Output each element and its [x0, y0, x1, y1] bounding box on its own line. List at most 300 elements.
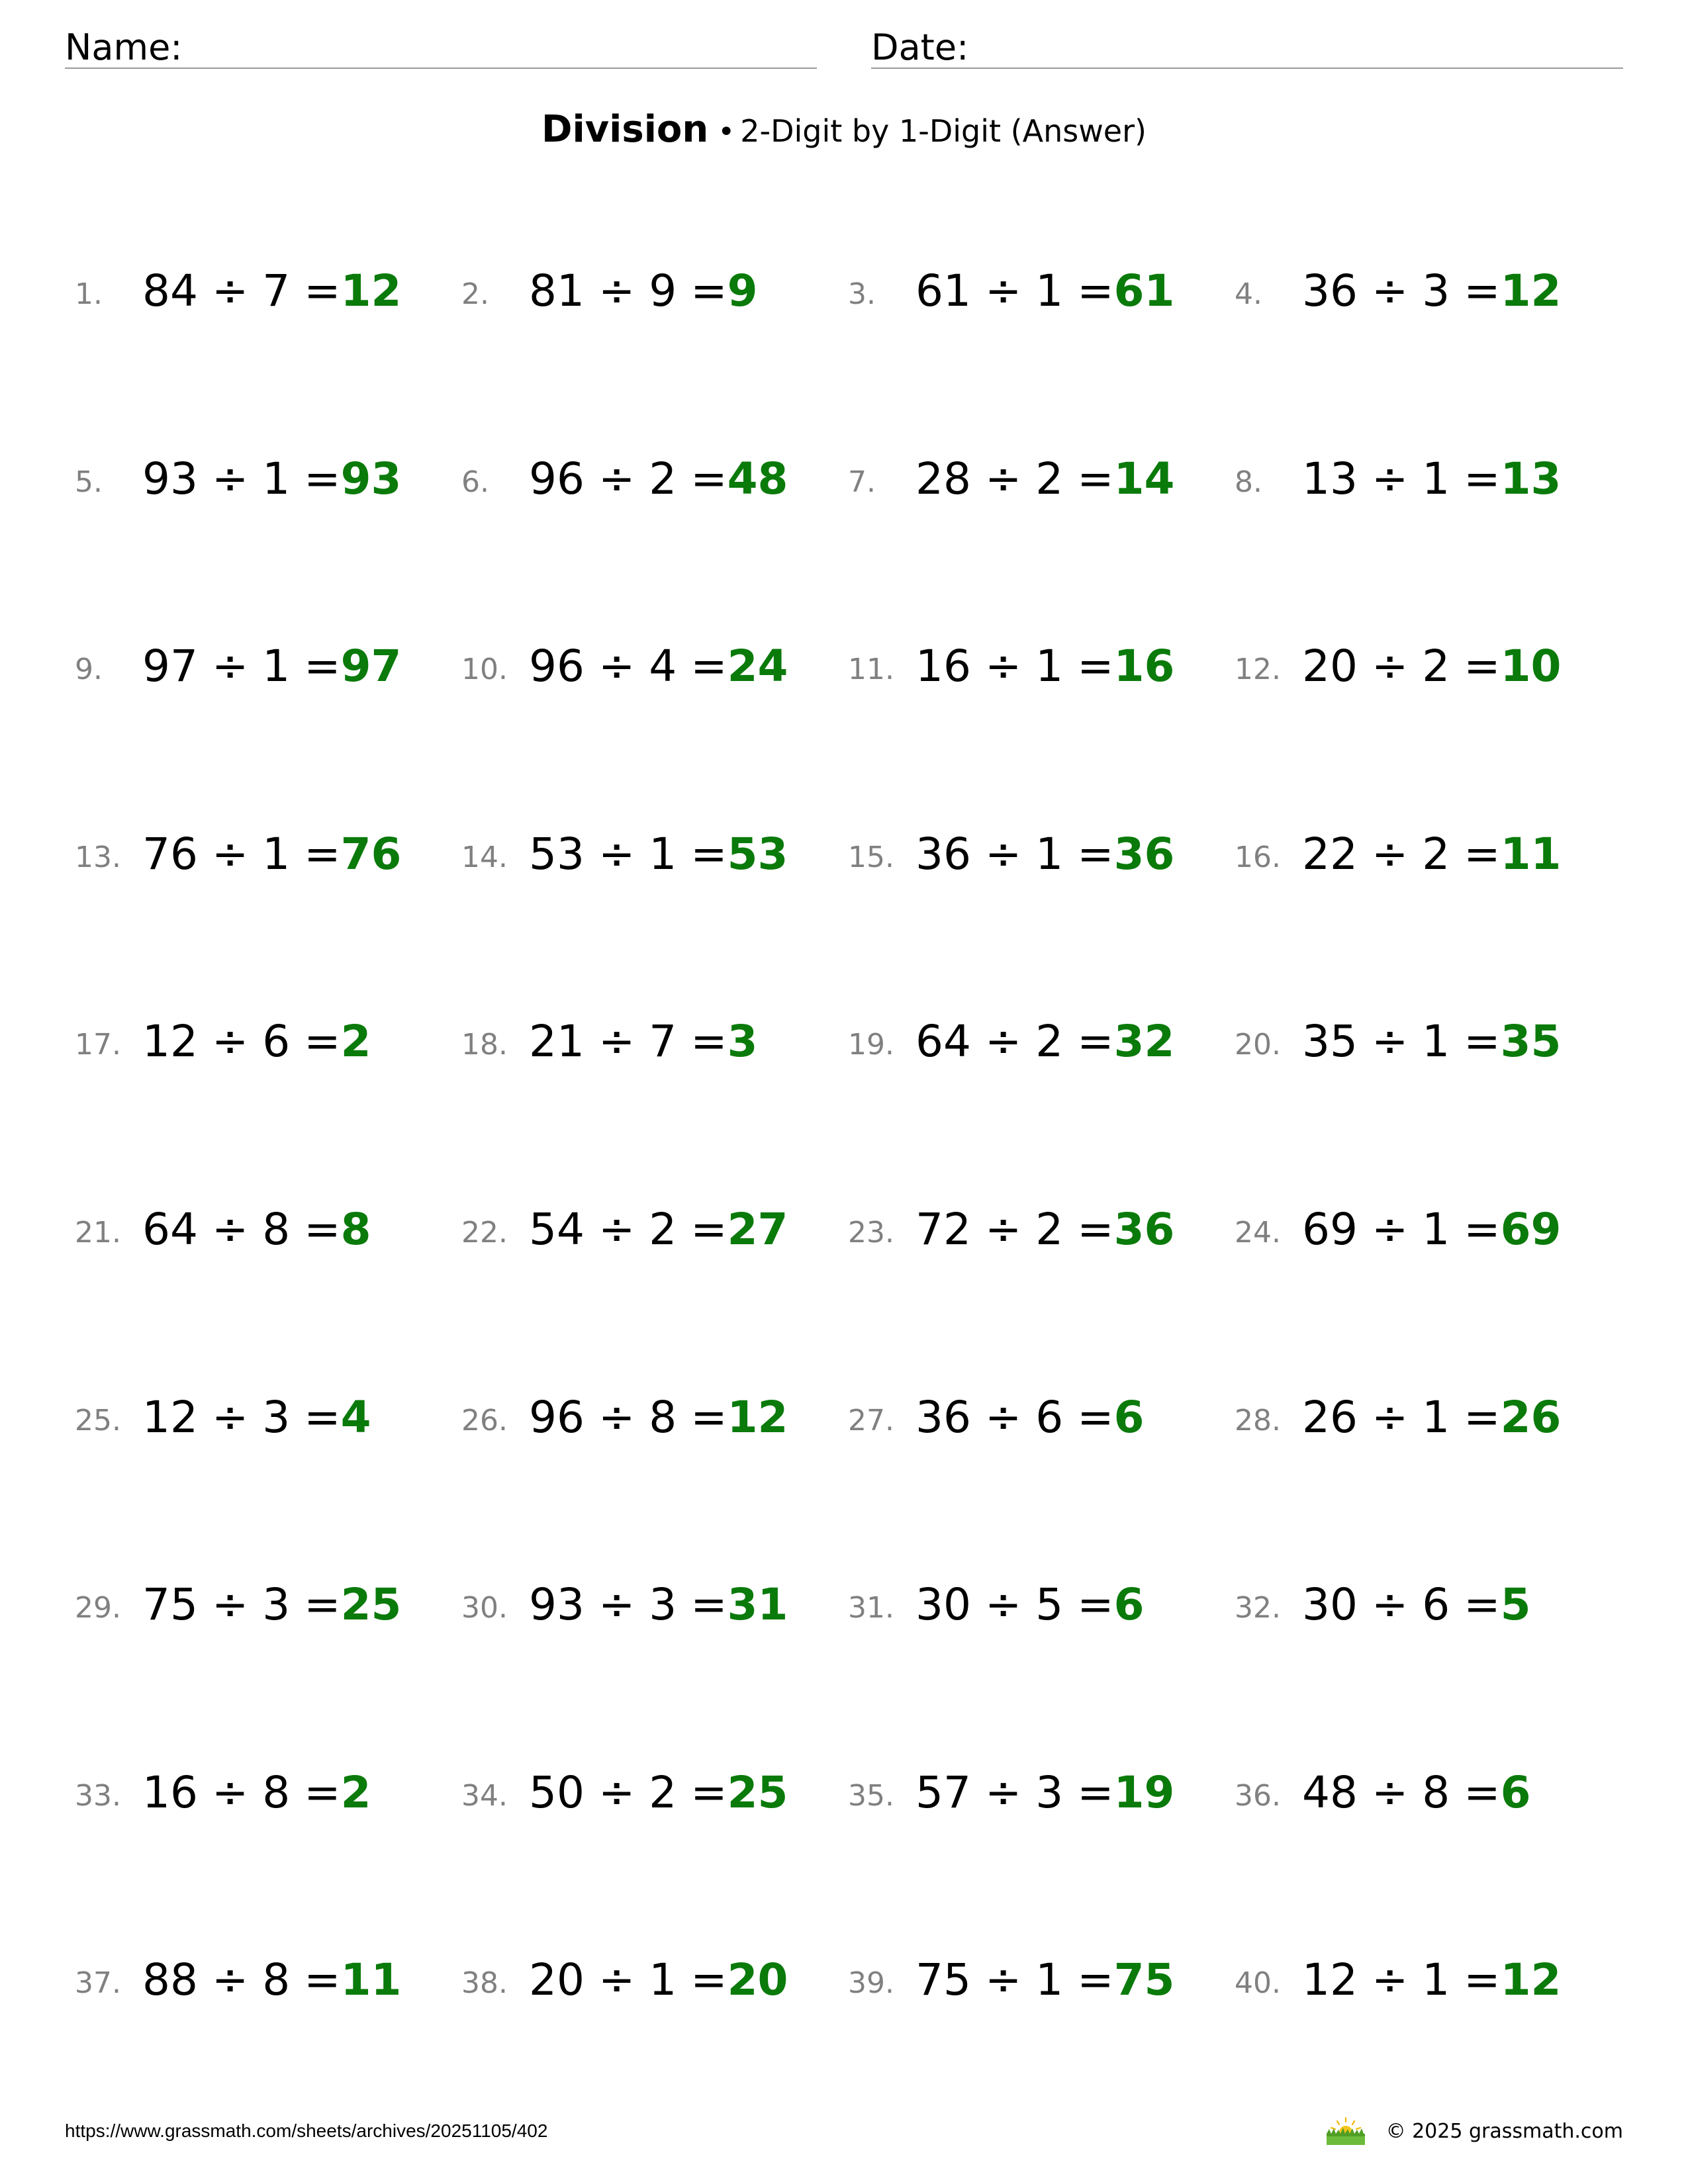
answer: 10: [1500, 641, 1562, 692]
problem-item: [848, 1012, 1219, 1071]
equals-sign: =: [1464, 641, 1501, 692]
answer: 12: [727, 1392, 788, 1443]
dividend: 36: [1302, 265, 1358, 316]
problem-expression: [529, 1012, 758, 1071]
problem-expression: [529, 261, 758, 321]
answer: 31: [727, 1579, 788, 1630]
problem-expression: [142, 1388, 371, 1447]
divide-sign: ÷: [1371, 453, 1409, 504]
problem-expression: [529, 449, 788, 509]
dividend: 16: [915, 641, 971, 692]
answer: 25: [727, 1767, 788, 1818]
problem-item: [1235, 1950, 1605, 2010]
problem-number: 24.: [1235, 1216, 1281, 1250]
answer: 9: [727, 265, 758, 316]
problem-item: [1235, 637, 1605, 696]
problem-item: [461, 1012, 832, 1071]
problem-number: 13.: [75, 841, 121, 874]
problem-item: [848, 261, 1219, 321]
divide-sign: ÷: [598, 1767, 635, 1818]
divisor: 8: [262, 1954, 291, 2005]
problem-number: 35.: [848, 1779, 894, 1813]
divisor: 2: [1035, 1016, 1064, 1067]
problem-item: [75, 825, 445, 884]
problem-number: 37.: [75, 1966, 121, 2000]
equals-sign: =: [690, 1579, 727, 1630]
problem-number: 23.: [848, 1216, 894, 1250]
equals-sign: =: [1464, 265, 1501, 316]
problem-item: [1235, 1763, 1605, 1823]
divisor: 7: [262, 265, 291, 316]
problem-expression: [1302, 1950, 1561, 2010]
problem-item: [461, 1950, 832, 2010]
problem-number: 10.: [461, 653, 508, 686]
name-field[interactable]: [65, 24, 817, 69]
problem-number: 9.: [75, 653, 103, 686]
divide-sign: ÷: [598, 1954, 635, 2005]
divisor: 6: [1035, 1392, 1064, 1443]
problem-item: [848, 1575, 1219, 1635]
problem-item: [1235, 449, 1605, 509]
problem-number: 19.: [848, 1028, 894, 1062]
answer: 35: [1500, 1016, 1562, 1067]
equals-sign: =: [304, 1016, 341, 1067]
answer: 27: [727, 1204, 788, 1255]
problem-number: 27.: [848, 1404, 894, 1437]
problem-item: [461, 261, 832, 321]
divisor: 3: [1035, 1767, 1064, 1818]
dividend: 36: [915, 1392, 971, 1443]
problem-number: 20.: [1235, 1028, 1281, 1062]
problem-item: [1235, 1200, 1605, 1259]
answer: 13: [1500, 453, 1562, 504]
divide-sign: ÷: [1371, 1204, 1409, 1255]
problem-number: 36.: [1235, 1779, 1281, 1813]
divisor: 2: [1035, 1204, 1064, 1255]
problem-item: [1235, 1012, 1605, 1071]
dividend: 64: [915, 1016, 971, 1067]
problem-number: 16.: [1235, 841, 1281, 874]
dividend: 57: [915, 1767, 971, 1818]
dividend: 20: [1302, 641, 1358, 692]
dividend: 36: [915, 829, 971, 880]
equals-sign: =: [690, 1204, 727, 1255]
divisor: 1: [1035, 1954, 1064, 2005]
equals-sign: =: [1077, 1579, 1114, 1630]
answer: 12: [1500, 265, 1562, 316]
answer: 76: [340, 829, 402, 880]
problem-item: [461, 825, 832, 884]
dividend: 12: [1302, 1954, 1358, 2005]
problem-item: [848, 449, 1219, 509]
divide-sign: ÷: [1371, 1579, 1409, 1630]
dividend: 13: [1302, 453, 1358, 504]
problem-item: [75, 1388, 445, 1447]
problem-item: [461, 1200, 832, 1259]
divisor: 1: [262, 641, 291, 692]
answer: 2: [340, 1767, 371, 1818]
divisor: 6: [262, 1016, 291, 1067]
footer-url[interactable]: https://www.grassmath.com/sheets/archives/20251105/402: [65, 2120, 548, 2141]
divisor: 1: [1035, 829, 1064, 880]
divide-sign: ÷: [984, 1954, 1022, 2005]
answer: 19: [1113, 1767, 1175, 1818]
equals-sign: =: [1077, 453, 1114, 504]
divisor: 1: [1422, 1392, 1450, 1443]
divisor: 1: [649, 1954, 677, 2005]
divide-sign: ÷: [984, 265, 1022, 316]
answer: 16: [1113, 641, 1175, 692]
problem-number: 29.: [75, 1591, 121, 1625]
dividend: 35: [1302, 1016, 1358, 1067]
dividend: 93: [142, 453, 198, 504]
footer-copyright: © 2025 grassmath.com: [1385, 2119, 1623, 2143]
answer: 2: [340, 1016, 371, 1067]
problem-item: [848, 825, 1219, 884]
problem-number: 22.: [461, 1216, 508, 1250]
problem-number: 31.: [848, 1591, 894, 1625]
answer: 24: [727, 641, 788, 692]
problem-number: 40.: [1235, 1966, 1281, 2000]
divisor: 9: [649, 265, 677, 316]
dividend: 61: [915, 265, 971, 316]
divide-sign: ÷: [211, 829, 249, 880]
problem-number: 28.: [1235, 1404, 1281, 1437]
dividend: 75: [142, 1579, 198, 1630]
equals-sign: =: [1464, 1204, 1501, 1255]
problem-item: [848, 1388, 1219, 1447]
answer: 36: [1113, 829, 1175, 880]
dividend: 64: [142, 1204, 198, 1255]
problem-expression: [1302, 1012, 1561, 1071]
answer: 32: [1113, 1016, 1175, 1067]
problem-expression: [142, 1763, 371, 1823]
problem-number: 33.: [75, 1779, 121, 1813]
dividend: 53: [529, 829, 585, 880]
problem-expression: [915, 637, 1174, 696]
divisor: 2: [1035, 453, 1064, 504]
equals-sign: =: [304, 1392, 341, 1443]
divide-sign: ÷: [1371, 1016, 1409, 1067]
problem-expression: [142, 1200, 371, 1259]
divide-sign: ÷: [984, 641, 1022, 692]
answer: 26: [1500, 1392, 1562, 1443]
problem-expression: [142, 1950, 401, 2010]
answer: 12: [340, 265, 402, 316]
divide-sign: ÷: [211, 1767, 249, 1818]
divisor: 7: [649, 1016, 677, 1067]
equals-sign: =: [690, 829, 727, 880]
divide-sign: ÷: [598, 829, 635, 880]
answer: 6: [1500, 1767, 1531, 1818]
dividend: 26: [1302, 1392, 1358, 1443]
title-subtitle: 2-Digit by 1-Digit (Answer): [740, 113, 1147, 149]
problem-number: 32.: [1235, 1591, 1281, 1625]
divide-sign: ÷: [1371, 641, 1409, 692]
dividend: 97: [142, 641, 198, 692]
answer: 11: [1500, 829, 1562, 880]
problem-number: 30.: [461, 1591, 508, 1625]
equals-sign: =: [1077, 1204, 1114, 1255]
problem-expression: [1302, 1388, 1561, 1447]
problem-number: 8.: [1235, 465, 1262, 499]
answer: 75: [1113, 1954, 1175, 2005]
dividend: 96: [529, 1392, 585, 1443]
equals-sign: =: [1077, 265, 1114, 316]
equals-sign: =: [1464, 1954, 1501, 2005]
dividend: 96: [529, 453, 585, 504]
dividend: 75: [915, 1954, 971, 2005]
problem-item: [461, 1388, 832, 1447]
equals-sign: =: [1464, 1392, 1501, 1443]
problem-number: 4.: [1235, 277, 1262, 311]
divisor: 4: [649, 641, 677, 692]
dividend: 16: [142, 1767, 198, 1818]
dividend: 81: [529, 265, 585, 316]
equals-sign: =: [304, 1204, 341, 1255]
problem-item: [848, 1200, 1219, 1259]
divide-sign: ÷: [211, 1016, 249, 1067]
problem-number: 12.: [1235, 653, 1281, 686]
dividend: 76: [142, 829, 198, 880]
equals-sign: =: [690, 453, 727, 504]
divide-sign: ÷: [598, 641, 635, 692]
date-field[interactable]: [871, 24, 1623, 69]
answer: 6: [1113, 1392, 1145, 1443]
problem-expression: [915, 449, 1174, 509]
dividend: 12: [142, 1016, 198, 1067]
answer: 25: [340, 1579, 402, 1630]
divide-sign: ÷: [984, 1579, 1022, 1630]
problem-expression: [915, 1388, 1145, 1447]
divide-sign: ÷: [598, 1016, 635, 1067]
dividend: 88: [142, 1954, 198, 2005]
divisor: 1: [262, 829, 291, 880]
divide-sign: ÷: [984, 453, 1022, 504]
divide-sign: ÷: [211, 453, 249, 504]
problem-item: [461, 637, 832, 696]
answer: 36: [1113, 1204, 1175, 1255]
dividend: 96: [529, 641, 585, 692]
problem-number: 1.: [75, 277, 103, 311]
answer: 12: [1500, 1954, 1562, 2005]
name-label: Name:: [65, 26, 183, 68]
divisor: 2: [649, 1767, 677, 1818]
problem-expression: [529, 1763, 788, 1823]
problem-number: 26.: [461, 1404, 508, 1437]
problem-expression: [529, 825, 788, 884]
problem-expression: [915, 1012, 1174, 1071]
problem-item: [461, 1763, 832, 1823]
answer: 8: [340, 1204, 371, 1255]
dividend: 72: [915, 1204, 971, 1255]
problem-expression: [529, 1388, 788, 1447]
equals-sign: =: [304, 1767, 341, 1818]
divide-sign: ÷: [598, 1392, 635, 1443]
problem-item: [75, 1200, 445, 1259]
problem-item: [1235, 825, 1605, 884]
problem-number: 3.: [848, 277, 876, 311]
divide-sign: ÷: [211, 1579, 249, 1630]
problem-item: [461, 449, 832, 509]
answer: 48: [727, 453, 788, 504]
answer: 93: [340, 453, 402, 504]
equals-sign: =: [304, 1579, 341, 1630]
answer: 4: [340, 1392, 371, 1443]
problem-number: 18.: [461, 1028, 508, 1062]
divisor: 3: [1422, 265, 1450, 316]
equals-sign: =: [304, 1954, 341, 2005]
footer-credit: [1323, 2115, 1623, 2147]
divide-sign: ÷: [211, 1392, 249, 1443]
equals-sign: =: [690, 641, 727, 692]
divisor: 3: [649, 1579, 677, 1630]
problem-item: [848, 1950, 1219, 2010]
dividend: 54: [529, 1204, 585, 1255]
problem-number: 6.: [461, 465, 489, 499]
equals-sign: =: [1464, 1016, 1501, 1067]
problem-number: 17.: [75, 1028, 121, 1062]
equals-sign: =: [690, 1954, 727, 2005]
answer: 5: [1500, 1579, 1531, 1630]
problem-expression: [915, 825, 1174, 884]
divide-sign: ÷: [1371, 1767, 1409, 1818]
problem-expression: [529, 637, 788, 696]
problem-item: [1235, 261, 1605, 321]
equals-sign: =: [1077, 1954, 1114, 2005]
dividend: 30: [1302, 1579, 1358, 1630]
problem-expression: [1302, 637, 1561, 696]
problem-expression: [1302, 1575, 1531, 1635]
dividend: 50: [529, 1767, 585, 1818]
divisor: 8: [649, 1392, 677, 1443]
divide-sign: ÷: [1371, 1954, 1409, 2005]
problem-expression: [142, 261, 401, 321]
problem-expression: [529, 1950, 788, 2010]
problem-expression: [915, 1575, 1145, 1635]
divide-sign: ÷: [984, 1204, 1022, 1255]
problem-number: 15.: [848, 841, 894, 874]
equals-sign: =: [304, 829, 341, 880]
problem-expression: [142, 1575, 401, 1635]
problem-item: [75, 1575, 445, 1635]
equals-sign: =: [304, 641, 341, 692]
problem-number: 39.: [848, 1966, 894, 2000]
divide-sign: ÷: [1371, 265, 1409, 316]
problem-item: [75, 1950, 445, 2010]
problem-expression: [529, 1575, 788, 1635]
equals-sign: =: [1464, 1579, 1501, 1630]
problem-number: 38.: [461, 1966, 508, 2000]
problem-expression: [142, 449, 401, 509]
problem-expression: [1302, 1200, 1561, 1259]
divisor: 8: [1422, 1767, 1450, 1818]
title-main: Division: [541, 108, 709, 151]
problem-item: [848, 1763, 1219, 1823]
equals-sign: =: [1464, 829, 1501, 880]
problem-number: 21.: [75, 1216, 121, 1250]
equals-sign: =: [690, 1392, 727, 1443]
divisor: 1: [1422, 1204, 1450, 1255]
problem-item: [848, 637, 1219, 696]
divisor: 3: [262, 1579, 291, 1630]
dividend: 30: [915, 1579, 971, 1630]
divisor: 2: [1422, 641, 1450, 692]
divisor: 8: [262, 1204, 291, 1255]
divide-sign: ÷: [211, 265, 249, 316]
divisor: 1: [262, 453, 291, 504]
problem-item: [75, 1763, 445, 1823]
divide-sign: ÷: [598, 1579, 635, 1630]
name-underline: [65, 68, 817, 69]
equals-sign: =: [1077, 829, 1114, 880]
divide-sign: ÷: [598, 453, 635, 504]
dividend: 84: [142, 265, 198, 316]
problem-expression: [142, 637, 401, 696]
problem-number: 34.: [461, 1779, 508, 1813]
divisor: 2: [649, 453, 677, 504]
grass-sun-logo-icon: [1323, 2116, 1369, 2146]
divisor: 1: [1422, 453, 1450, 504]
answer: 61: [1113, 265, 1175, 316]
equals-sign: =: [304, 265, 341, 316]
divide-sign: ÷: [211, 1204, 249, 1255]
problem-number: 14.: [461, 841, 508, 874]
dividend: 22: [1302, 829, 1358, 880]
divide-sign: ÷: [1371, 829, 1409, 880]
divide-sign: ÷: [1371, 1392, 1409, 1443]
date-underline: [871, 68, 1623, 69]
worksheet-title: [0, 105, 1688, 163]
answer: 11: [340, 1954, 402, 2005]
divisor: 1: [1035, 641, 1064, 692]
divisor: 6: [1422, 1579, 1450, 1630]
problem-number: 25.: [75, 1404, 121, 1437]
problem-number: 7.: [848, 465, 876, 499]
problem-expression: [1302, 825, 1561, 884]
answer: 97: [340, 641, 402, 692]
dividend: 21: [529, 1016, 585, 1067]
divide-sign: ÷: [211, 641, 249, 692]
equals-sign: =: [1077, 1392, 1114, 1443]
problem-expression: [142, 1012, 371, 1071]
problem-expression: [915, 261, 1174, 321]
divisor: 1: [1035, 265, 1064, 316]
equals-sign: =: [304, 453, 341, 504]
date-label: Date:: [871, 26, 969, 68]
answer: 6: [1113, 1579, 1145, 1630]
problem-item: [461, 1575, 832, 1635]
divisor: 2: [1422, 829, 1450, 880]
answer: 53: [727, 829, 788, 880]
problem-item: [1235, 1575, 1605, 1635]
problem-item: [1235, 1388, 1605, 1447]
problem-number: 2.: [461, 277, 489, 311]
divisor: 1: [1422, 1016, 1450, 1067]
problem-item: [75, 261, 445, 321]
divide-sign: ÷: [984, 1767, 1022, 1818]
equals-sign: =: [1077, 641, 1114, 692]
divisor: 5: [1035, 1579, 1064, 1630]
divide-sign: ÷: [598, 1204, 635, 1255]
answer: 69: [1500, 1204, 1562, 1255]
problem-expression: [1302, 261, 1561, 321]
divisor: 1: [1422, 1954, 1450, 2005]
problem-item: [75, 1012, 445, 1071]
problem-expression: [915, 1200, 1174, 1259]
equals-sign: =: [1077, 1016, 1114, 1067]
answer: 14: [1113, 453, 1175, 504]
